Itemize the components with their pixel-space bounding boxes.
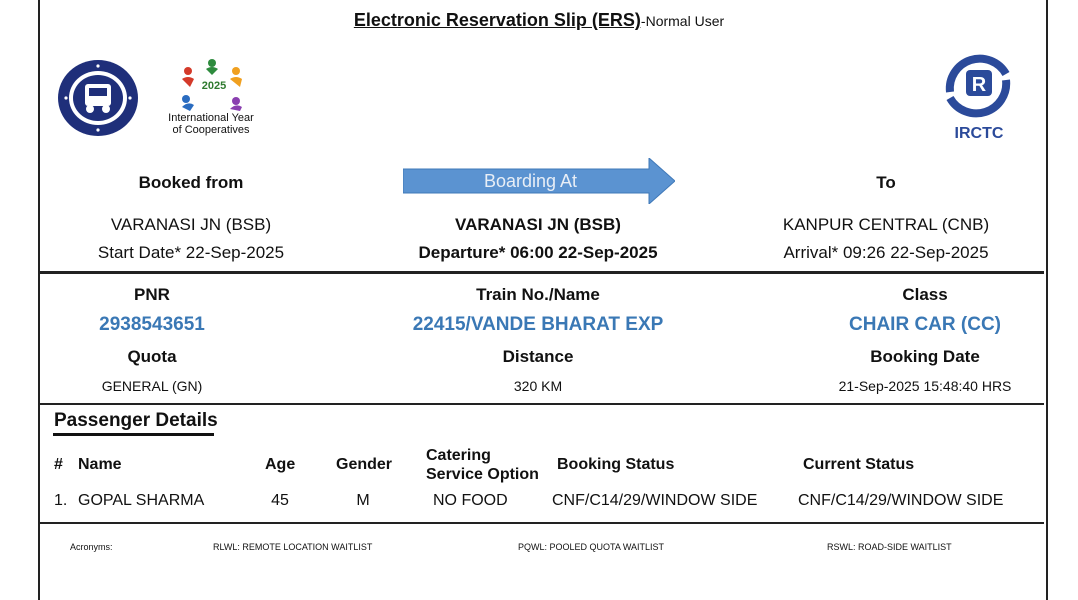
acronym-pqwl: PQWL: POOLED QUOTA WAITLIST bbox=[518, 542, 665, 552]
distance-value: 320 KM bbox=[513, 378, 563, 394]
from-station: VARANASI JN (BSB) bbox=[110, 215, 272, 234]
indian-railways-logo-icon bbox=[56, 58, 140, 138]
start-date: Start Date* 22-Sep-2025 bbox=[97, 243, 285, 262]
coop-caption-line2: of Cooperatives bbox=[172, 124, 250, 136]
col-catering-line2: Service Option bbox=[426, 466, 539, 483]
col-gender: Gender bbox=[336, 456, 393, 473]
col-booking-status: Booking Status bbox=[557, 456, 675, 473]
col-catering bbox=[426, 446, 539, 484]
quota-value: GENERAL (GN) bbox=[101, 378, 203, 394]
col-age: Age bbox=[265, 456, 296, 473]
col-current-status: Current Status bbox=[803, 456, 915, 473]
to-station: KANPUR CENTRAL (CNB) bbox=[782, 215, 990, 234]
title-subtitle: -Normal User bbox=[640, 13, 725, 29]
cell-catering: NO FOOD bbox=[433, 492, 508, 509]
cell-booking-status: CNF/C14/29/WINDOW SIDE bbox=[552, 492, 758, 509]
acronym-rlwl: RLWL: REMOTE LOCATION WAITLIST bbox=[213, 542, 373, 552]
pnr-value: 2938543651 bbox=[99, 314, 205, 335]
cell-age: 45 bbox=[271, 492, 289, 509]
coop-caption-line1: International Year bbox=[168, 112, 254, 124]
ticket-title bbox=[0, 10, 1078, 31]
cell-num: 1. bbox=[54, 492, 68, 509]
col-catering-line1: Catering bbox=[426, 447, 491, 464]
irctc-logo-icon bbox=[936, 48, 1020, 118]
section-divider bbox=[40, 522, 1044, 524]
pnr-label: PNR bbox=[134, 285, 170, 304]
distance-label: Distance bbox=[502, 347, 574, 366]
booking-date-label: Booking Date bbox=[870, 347, 980, 366]
passenger-details-underline bbox=[53, 433, 214, 436]
coop-year-text: 2025 bbox=[201, 80, 227, 92]
to-label: To bbox=[876, 173, 896, 192]
boarding-station: VARANASI JN (BSB) bbox=[455, 215, 621, 234]
passenger-details-title: Passenger Details bbox=[54, 410, 218, 431]
acronyms-label: Acronyms: bbox=[70, 542, 113, 552]
cooperatives-2025-logo-icon bbox=[178, 57, 246, 111]
boarding-at-label: Boarding At bbox=[483, 170, 578, 191]
section-divider bbox=[40, 271, 1044, 274]
departure-time: Departure* 06:00 22-Sep-2025 bbox=[418, 243, 658, 262]
title-main: Electronic Reservation Slip (ERS) bbox=[353, 10, 641, 30]
train-label: Train No./Name bbox=[476, 285, 600, 304]
cell-name: GOPAL SHARMA bbox=[78, 492, 205, 509]
col-name: Name bbox=[78, 456, 122, 473]
irctc-label: IRCTC bbox=[954, 125, 1004, 142]
col-num: # bbox=[54, 456, 63, 473]
class-label: Class bbox=[902, 285, 948, 304]
cooperatives-caption bbox=[156, 112, 266, 136]
cell-current-status: CNF/C14/29/WINDOW SIDE bbox=[798, 492, 1004, 509]
booked-from-label: Booked from bbox=[138, 173, 244, 192]
class-value: CHAIR CAR (CC) bbox=[849, 314, 1001, 335]
booking-date-value: 21-Sep-2025 15:48:40 HRS bbox=[838, 378, 1012, 394]
acronym-rswl: RSWL: ROAD-SIDE WAITLIST bbox=[827, 542, 952, 552]
arrival-time: Arrival* 09:26 22-Sep-2025 bbox=[783, 243, 989, 262]
irctc-letter: R bbox=[971, 74, 987, 96]
cell-gender: M bbox=[356, 492, 370, 509]
train-value: 22415/VANDE BHARAT EXP bbox=[412, 314, 664, 335]
quota-label: Quota bbox=[127, 347, 177, 366]
section-divider bbox=[40, 403, 1044, 405]
